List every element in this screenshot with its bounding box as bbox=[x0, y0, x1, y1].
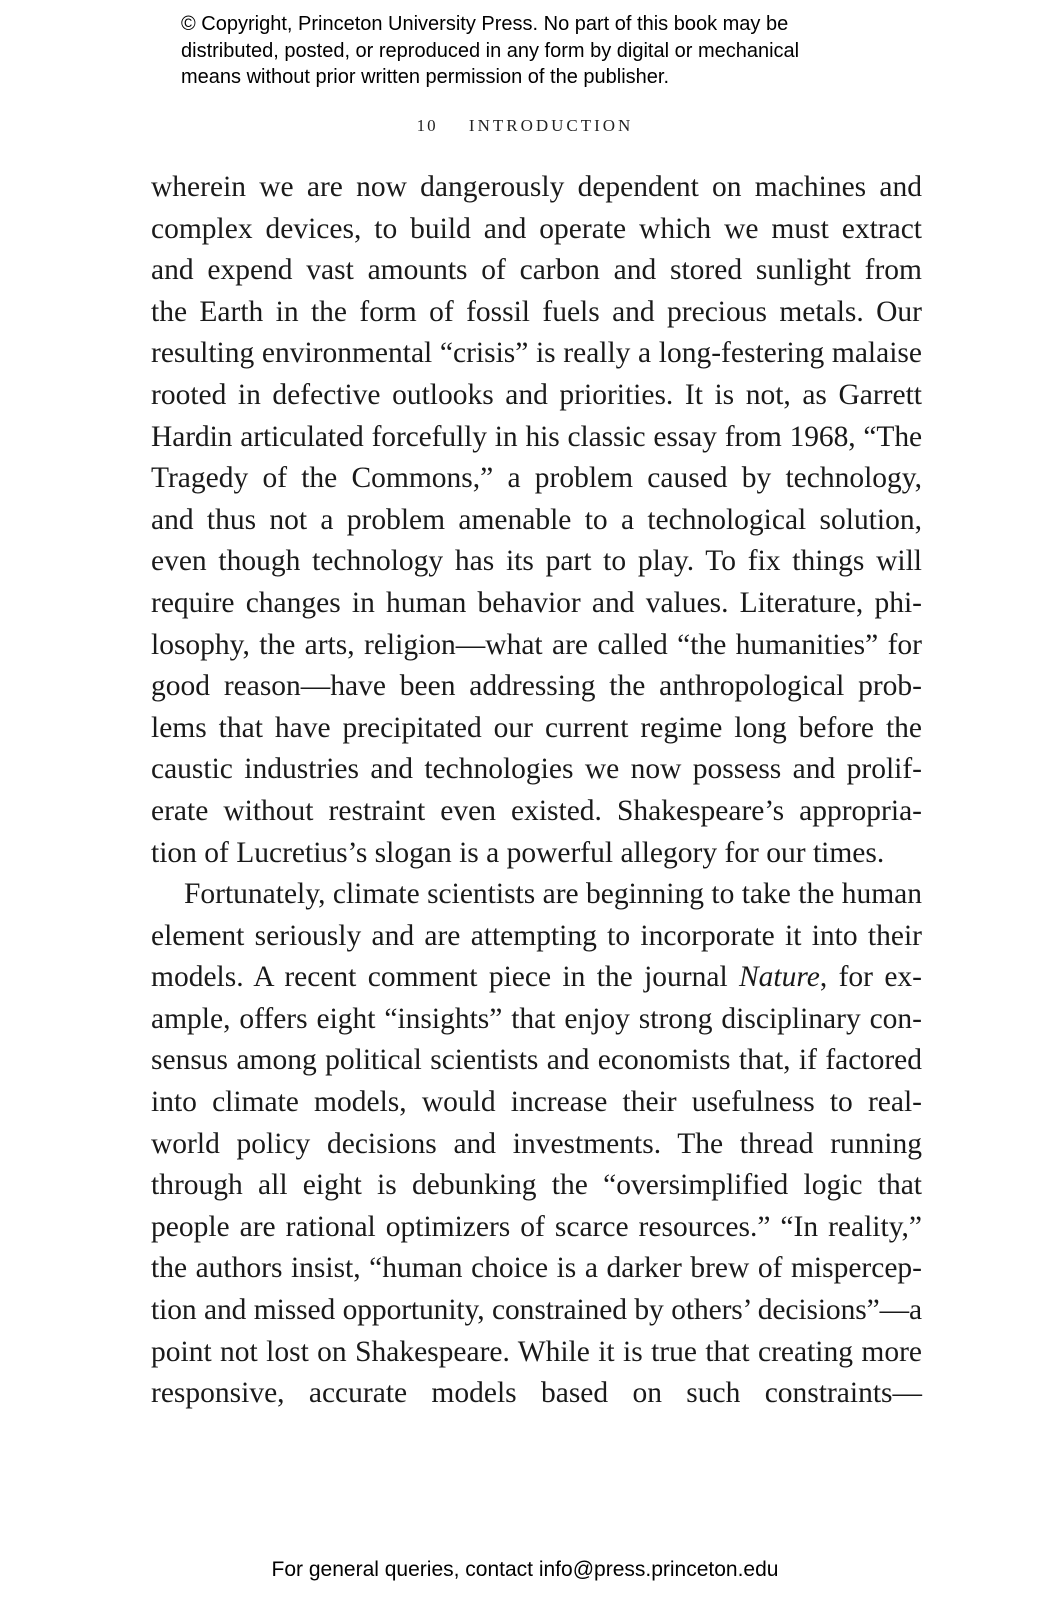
text-line: element seriously and are attempting to incorporate it into their bbox=[151, 919, 922, 952]
text-line: through all eight is debunking the “oversimplified logic that bbox=[151, 1169, 922, 1202]
text-line: erate without restraint even existed. Shakespeare’s appropria- bbox=[151, 794, 922, 827]
text-line: tion and missed opportunity, constrained by others’ decisions”—a bbox=[151, 1294, 922, 1327]
running-head bbox=[0, 116, 1050, 136]
footer-contact: For general queries, contact info@press.princeton.edu bbox=[271, 1558, 779, 1581]
text-line: into climate models, would increase their usefulness to real- bbox=[151, 1086, 922, 1119]
journal-title: Nature bbox=[739, 961, 820, 994]
copyright-line: means without prior written permission of the publisher. bbox=[181, 66, 670, 88]
paragraph-1 bbox=[151, 167, 922, 874]
text-line-with-italic bbox=[151, 957, 922, 999]
text-line: rooted in defective outlooks and priorities. It is not, as Garrett bbox=[151, 378, 922, 411]
text-line: people are rational optimizers of scarce resources.” “In reality,” bbox=[151, 1210, 922, 1243]
text-line: the authors insist, “human choice is a darker brew of mispercep- bbox=[151, 1252, 922, 1285]
paragraph-2 bbox=[151, 874, 922, 1415]
text-line: tion of Lucretius’s slogan is a powerful allegory for our times. bbox=[151, 836, 885, 869]
text-line: resulting environmental “crisis” is really a long-festering malaise bbox=[151, 337, 922, 370]
text-segment: models. A recent comment piece in the journal bbox=[151, 961, 739, 994]
copyright-notice bbox=[181, 11, 901, 91]
text-segment: , for ex- bbox=[819, 961, 922, 994]
text-line: sensus among political scientists and economists that, if factored bbox=[151, 1044, 922, 1077]
page-number: 10 bbox=[416, 116, 438, 135]
text-line: the Earth in the form of fossil fuels and precious metals. Our bbox=[151, 295, 922, 328]
text-line: Tragedy of the Commons,” a problem caused by technology, bbox=[151, 462, 922, 495]
text-line: caustic industries and technologies we now possess and prolif- bbox=[151, 753, 922, 786]
text-line: even though technology has its part to play. To fix things will bbox=[151, 545, 922, 578]
text-line: responsive, accurate models based on such constraints— bbox=[151, 1377, 922, 1410]
text-line: Fortunately, climate scientists are beginning to take the human bbox=[184, 878, 922, 911]
body-text bbox=[151, 167, 922, 1415]
text-line: ample, offers eight “insights” that enjoy strong disciplinary con- bbox=[151, 1002, 922, 1035]
text-line: complex devices, to build and operate which we must extract bbox=[151, 212, 922, 245]
copyright-line: © Copyright, Princeton University Press. No part of this book may be bbox=[181, 13, 789, 35]
text-line: world policy decisions and investments. The thread running bbox=[151, 1127, 922, 1160]
copyright-line: distributed, posted, or reproduced in any form by digital or mechanical bbox=[181, 39, 800, 62]
text-line: wherein we are now dangerously dependent on machines and bbox=[151, 171, 922, 203]
text-line: require changes in human behavior and values. Literature, phi- bbox=[151, 586, 922, 619]
text-line: losophy, the arts, religion—what are called “the humanities” for bbox=[151, 628, 922, 661]
text-line: good reason—have been addressing the anthropological prob- bbox=[151, 670, 922, 703]
section-title: INTRODUCTION bbox=[468, 116, 634, 135]
text-line: lems that have precipitated our current regime long before the bbox=[151, 711, 922, 744]
text-line: and thus not a problem amenable to a technological solution, bbox=[151, 503, 922, 536]
text-line: Hardin articulated forcefully in his classic essay from 1968, “The bbox=[151, 420, 922, 453]
text-line: point not lost on Shakespeare. While it is true that creating more bbox=[151, 1335, 922, 1368]
text-line: and expend vast amounts of carbon and stored sunlight from bbox=[151, 254, 922, 287]
